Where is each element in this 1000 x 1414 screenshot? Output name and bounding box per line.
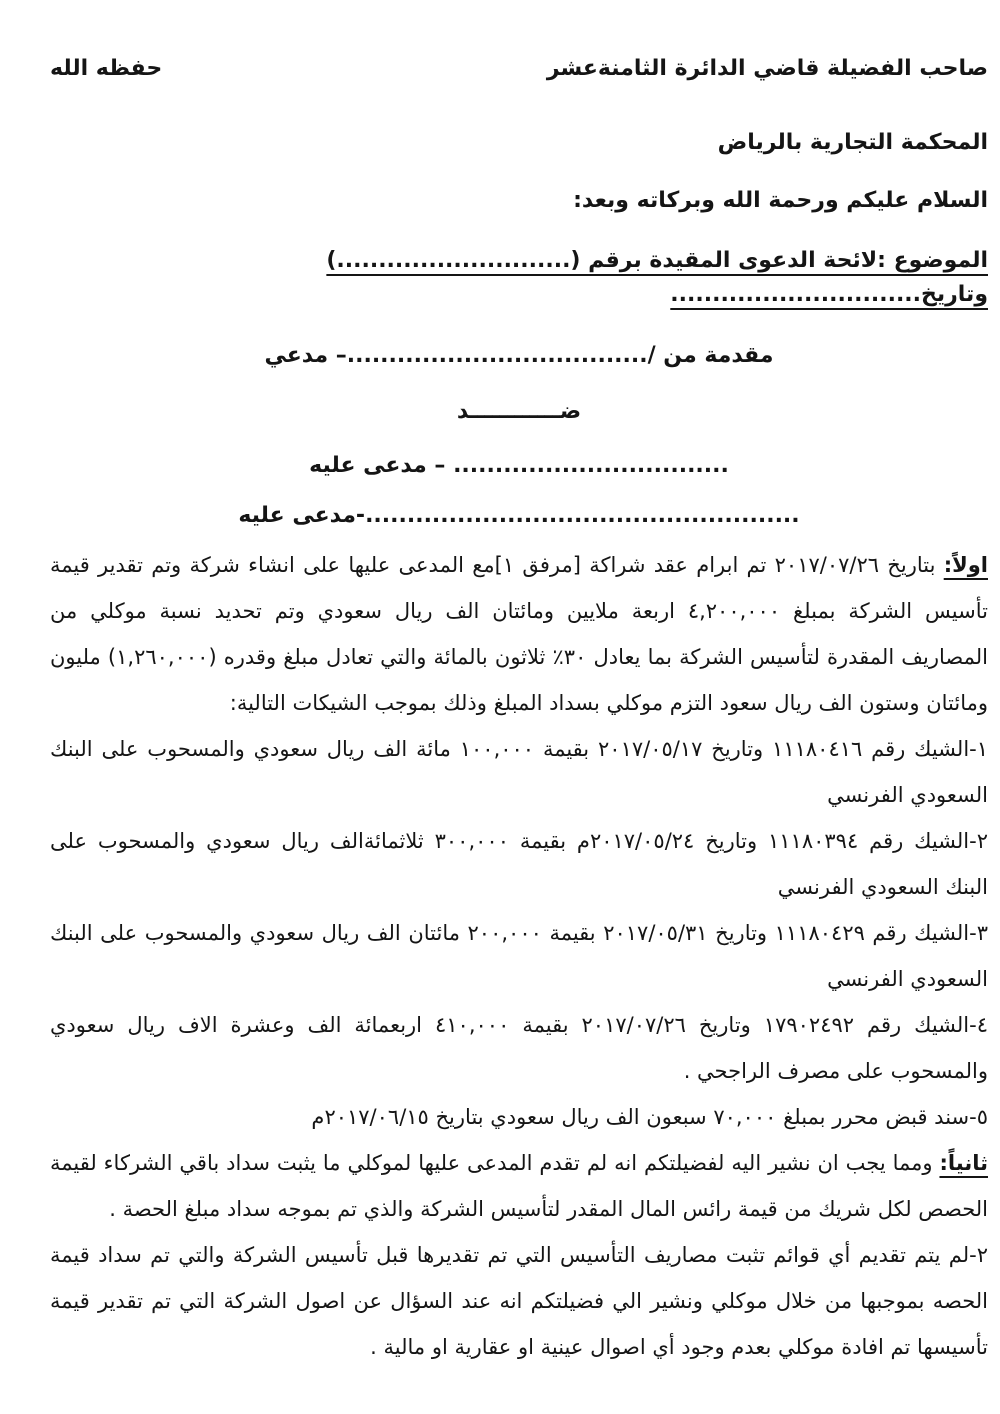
judge-title: صاحب الفضيلة قاضي الدائرة الثامنةعشر [546, 56, 988, 81]
court-name: المحكمة التجارية بالرياض [717, 130, 988, 155]
first-clause-lead: اولاً: [943, 553, 988, 577]
salutation-line: السلام عليكم ورحمة الله وبركاته وبعد: [573, 188, 988, 213]
versus-word: ضــــــــــــد [456, 399, 582, 424]
second-clause-paragraph [50, 1140, 988, 1232]
cheque-item-3: ٣-الشيك رقم ١١١٨٠٤٢٩ وتاريخ ٢٠١٧/٠٥/٣١ بقيمة ٢٠٠,٠٠٠ مائتان الف ريال سعودي والمسحوب على البنك السعودي الفرنسي [50, 921, 988, 991]
claimant-line: مقدمة من /....................................– مدعي [264, 343, 774, 368]
defendant-line-2: ....................................................-مدعى عليه [238, 503, 800, 528]
point-two-paragraph: ٢-لم يتم تقديم أي قوائم تثبت مصاريف التأسيس التي تم تقديرها قبل تأسيس الشركة والتي تم سداد قيمة الحصه بموجبها من خلال موكلي ونشير الي فضيلتكم انه عند السؤال عن اصول الشركة التي تم تقدير قيمة تأسيسها تم افادة موكلي بعدم وجود أي اصوال عينية او عقارية او مالية . [50, 1243, 988, 1359]
second-clause-text: ومما يجب ان نشير اليه لفضيلتكم انه لم تقدم المدعى عليها لموكلي ما يثبت سداد باقي الشركاء لقيمة الحصص لكل شريك من قيمة رائس المال المقدر لتأسيس الشركة والذي تم بموجه سداد مبلغ الحصة . [50, 1151, 988, 1221]
first-clause-text: بتاريخ ٢٠١٧/٠٧/٢٦ تم ابرام عقد شراكة [مرفق ١]مع المدعى عليها على انشاء شركة وتم تقدير قيمة تأسيس الشركة بمبلغ ٤,٢٠٠,٠٠٠ اربعة ملايين ومائتان الف ريال سعودي وتم تحديد نسبة موكلي من المصاريف المقدرة لتأسيس الشركة بما يعادل ٣٠٪ ثلاثون بالمائة والتي تعادل مبلغ وقدره (١,٢٦٠,٠٠٠) مليون ومائتان وستون الف ريال سعود التزم موكلي بسداد المبلغ وذلك بموجب الشيكات التالية: [50, 553, 988, 715]
first-clause-paragraph [50, 542, 988, 726]
receipt-item-5: ٥-سند قبض محرر بمبلغ ٧٠,٠٠٠ سبعون الف ريال سعودي بتاريخ ٢٠١٧/٠٦/١٥م [311, 1105, 988, 1129]
cheque-item-4: ٤-الشيك رقم ١٧٩٠٢٤٩٢ وتاريخ ٢٠١٧/٠٧/٢٦ بقيمة ٤١٠,٠٠٠ اربعمائة الف وعشرة الاف ريال سعودي والمسحوب على مصرف الراجحي . [50, 1013, 988, 1083]
defendant-line-1: ................................. – مدعى عليه [309, 453, 729, 478]
cheque-item-1: ١-الشيك رقم ١١١٨٠٤١٦ وتاريخ ٢٠١٧/٠٥/١٧ بقيمة ١٠٠,٠٠٠ مائة الف ريال سعودي والمسحوب على البنك السعودي الفرنسي [50, 737, 989, 807]
cheque-item-2: ٢-الشيك رقم ١١١٨٠٣٩٤ وتاريخ ٢٠١٧/٠٥/٢٤م بقيمة ٣٠٠,٠٠٠ ثلاثمائةالف ريال سعودي والمسحوب على البنك السعودي الفرنسي [50, 829, 988, 899]
header-row [50, 52, 988, 86]
memo-body [50, 542, 988, 1370]
second-clause-lead: ثانياً: [939, 1151, 988, 1175]
subject-line: الموضوع :لائحة الدعوى المقيدة برقم (............................) وتاريخ.............................. [326, 248, 988, 307]
blessing-text: حفظه الله [50, 56, 163, 81]
